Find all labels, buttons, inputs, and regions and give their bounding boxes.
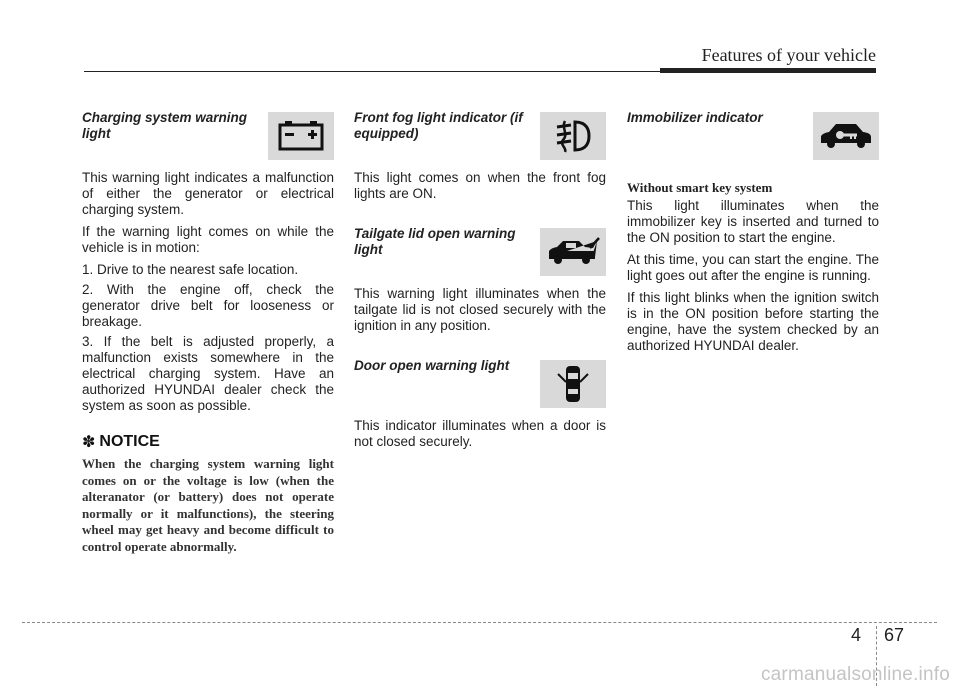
- column-left: [82, 110, 334, 555]
- charging-paragraph-2: If the warning light comes on while the vehicle is in motion:: [82, 224, 334, 255]
- immobilizer-section-header: [627, 110, 879, 162]
- notice-title: NOTICE: [99, 433, 160, 450]
- front-fog-light-icon: [540, 112, 606, 160]
- tailgate-paragraph: This warning light illuminates when the tailgate lid is not closed securely with the ignition in any position.: [354, 286, 606, 333]
- header-rule: [84, 71, 660, 72]
- chapter-number: 4: [851, 625, 862, 645]
- door-open-icon: [540, 360, 606, 408]
- page-number: 67: [884, 625, 905, 645]
- notice-body: When the charging system warning light comes on or the voltage is low (when the alteranator (or battery) does not operate normally or it malfunctions), the steering wheel may get heavy and become difficult to control operate abnormally.: [82, 456, 334, 554]
- tailgate-section-header: [354, 226, 606, 278]
- tailgate-open-icon: [540, 228, 606, 276]
- list-item: 1. Drive to the nearest safe location.: [82, 262, 299, 277]
- column-right: [627, 110, 879, 360]
- battery-icon: [268, 112, 334, 160]
- door-paragraph: This indicator illuminates when a door is not closed securely.: [354, 418, 606, 449]
- charging-paragraph-1: This warning light indicates a malfunction of either the generator or electrical charging system.: [82, 170, 334, 217]
- notice-star-icon: ✽: [82, 434, 96, 451]
- fog-paragraph: This light comes on when the front fog lights are ON.: [354, 170, 606, 201]
- header-title: Features of your vehicle: [701, 45, 876, 65]
- charging-section-header: [82, 110, 334, 162]
- watermark: carmanualsonline.info: [760, 664, 950, 685]
- header-rule-accent: [660, 68, 876, 73]
- column-middle: [354, 110, 606, 456]
- immobilizer-subhead: Without smart key system: [627, 180, 773, 195]
- immobilizer-paragraph-3: If this light blinks when the ignition switch is in the ON position before starting the engine, have the system checked by an authorized HYUNDAI dealer.: [627, 290, 879, 353]
- list-item: 2. With the engine off, check the generator drive belt for looseness or breakage.: [82, 282, 334, 329]
- door-section-header: [354, 358, 606, 410]
- charging-steps: [82, 262, 334, 414]
- list-item: 3. If the belt is adjusted properly, a malfunction exists somewhere in the electrical charging system. Have an authorized HYUNDAI dealer check the system as soon as possible.: [82, 334, 334, 413]
- fog-section-header: [354, 110, 606, 162]
- immobilizer-title: Immobilizer indicator: [627, 110, 763, 125]
- fog-title: Front fog light indicator (if equipped): [354, 110, 523, 141]
- door-title: Door open warning light: [354, 358, 510, 373]
- immobilizer-paragraph-1: This light illuminates when the immobilizer key is inserted and turned to the ON position to start the engine.: [627, 198, 879, 245]
- immobilizer-paragraph-2: At this time, you can start the engine. The light goes out after the engine is running.: [627, 252, 879, 283]
- tailgate-title: Tailgate lid open warning light: [354, 226, 516, 257]
- charging-title: Charging system warning light: [82, 110, 248, 141]
- footer-divider: [22, 622, 937, 623]
- notice-heading: [82, 432, 334, 452]
- immobilizer-key-icon: [813, 112, 879, 160]
